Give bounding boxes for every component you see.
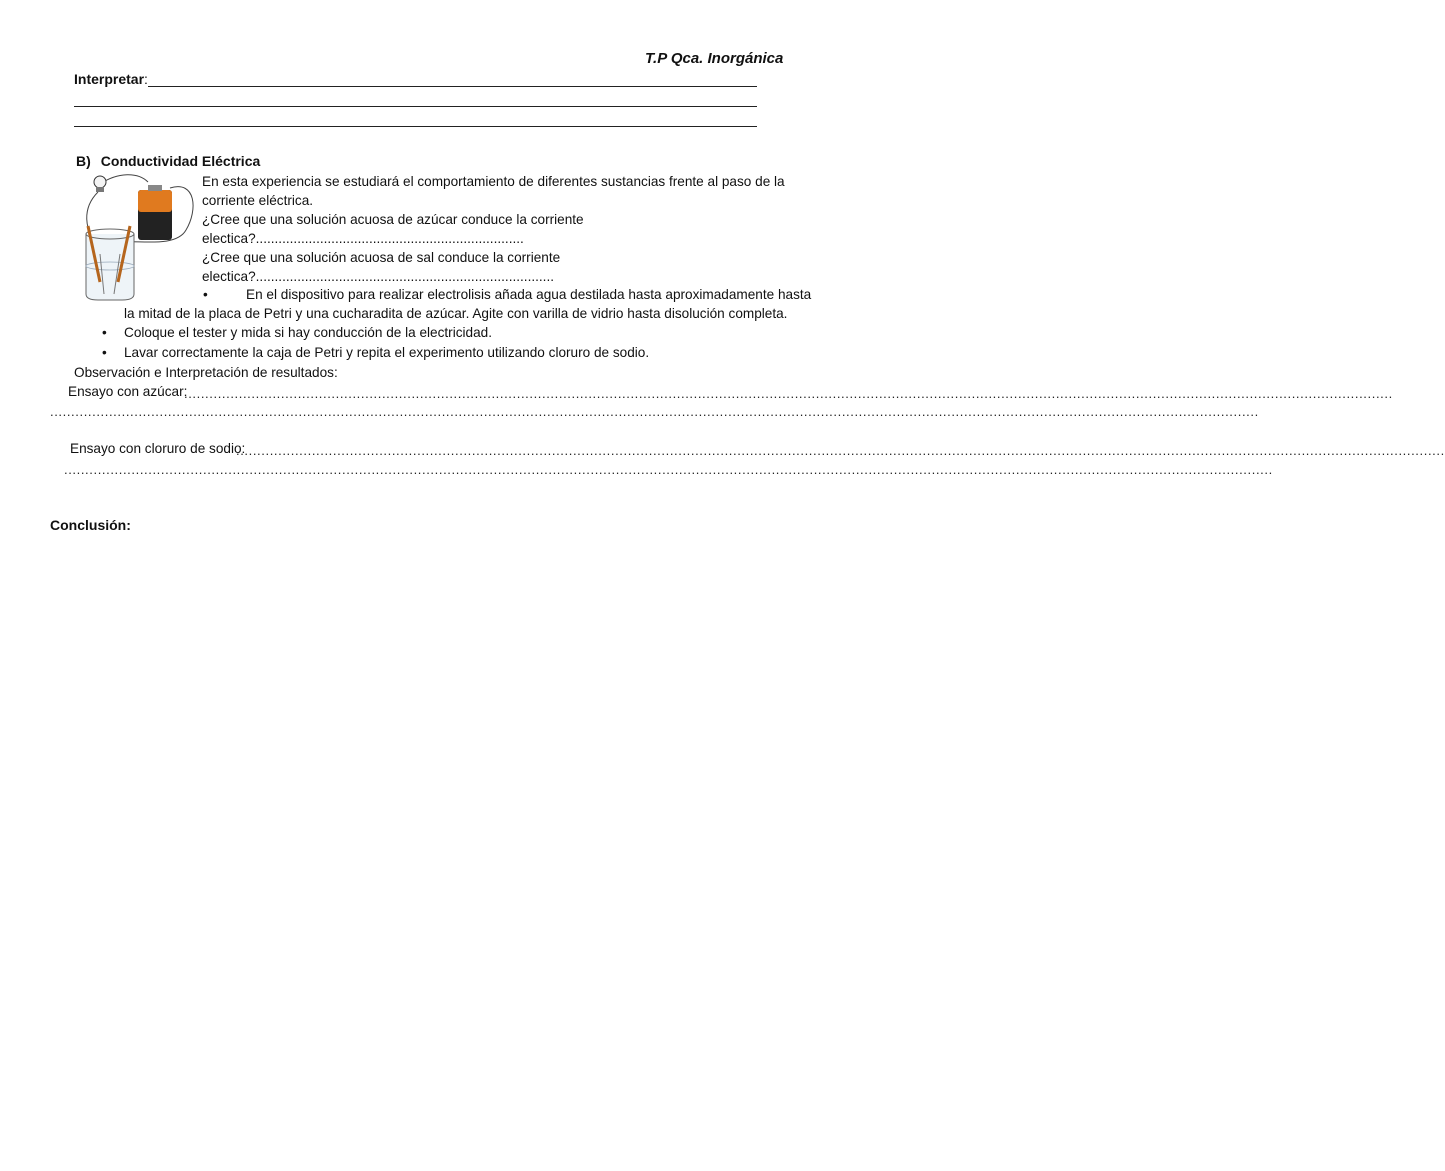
salt-test-label: Ensayo con cloruro de sodio:	[70, 441, 246, 456]
interpretar-label: Interpretar:	[74, 71, 148, 87]
bullet-icon: •	[203, 287, 208, 302]
conclusion-label: Conclusión:	[50, 517, 131, 533]
sugar-test-label: Ensayo con azúcar:	[68, 384, 188, 399]
sugar-test-answer-line-2[interactable]: ...............................................................................................................................................................................................................................................................................................	[50, 404, 1259, 419]
bullet-1-line-1: En el dispositivo para realizar electrolisis añada agua destilada hasta aproximadamente hasta	[246, 287, 812, 302]
intro-line-1: En esta experiencia se estudiará el comportamiento de diferentes sustancias frente al paso de la	[202, 174, 785, 189]
question-salt-line-2[interactable]: electica?...............................................................................	[202, 269, 555, 284]
intro-line-2: corriente eléctrica.	[202, 193, 314, 208]
interpretar-answer-line-1[interactable]	[148, 86, 757, 87]
section-b-heading: B) Conductividad Eléctrica	[76, 153, 261, 169]
salt-test-answer-line-2[interactable]: ...............................................................................................................................................................................................................................................................................................	[64, 462, 1273, 477]
bullet-3: Lavar correctamente la caja de Petri y repita el experimento utilizando cloruro de sodio.	[124, 345, 650, 360]
salt-test-answer-line-1[interactable]: ...............................................................................................................................................................................................................................................................................................	[236, 443, 1445, 458]
bullet-icon: •	[102, 325, 107, 340]
document-header-title: T.P Qca. Inorgánica	[645, 50, 784, 67]
results-heading: Observación e Interpretación de resultados:	[74, 365, 338, 380]
interpretar-answer-line-3[interactable]	[74, 126, 757, 127]
question-salt-line-1: ¿Cree que una solución acuosa de sal conduce la corriente	[202, 250, 561, 265]
bullet-icon: •	[102, 345, 107, 360]
bullet-1-line-2: la mitad de la placa de Petri y una cucharadita de azúcar. Agite con varilla de vidrio hasta disolución completa.	[124, 306, 788, 321]
sugar-test-answer-line-1[interactable]: ...............................................................................................................................................................................................................................................................................................	[184, 386, 1393, 401]
electrolysis-apparatus-icon	[78, 170, 198, 305]
bullet-2: Coloque el tester y mida si hay conducción de la electricidad.	[124, 325, 492, 340]
interpretar-answer-line-2[interactable]	[74, 106, 757, 107]
question-sugar-line-1: ¿Cree que una solución acuosa de azúcar conduce la corriente	[202, 212, 584, 227]
question-sugar-line-2[interactable]: electica?.......................................................................	[202, 231, 524, 246]
